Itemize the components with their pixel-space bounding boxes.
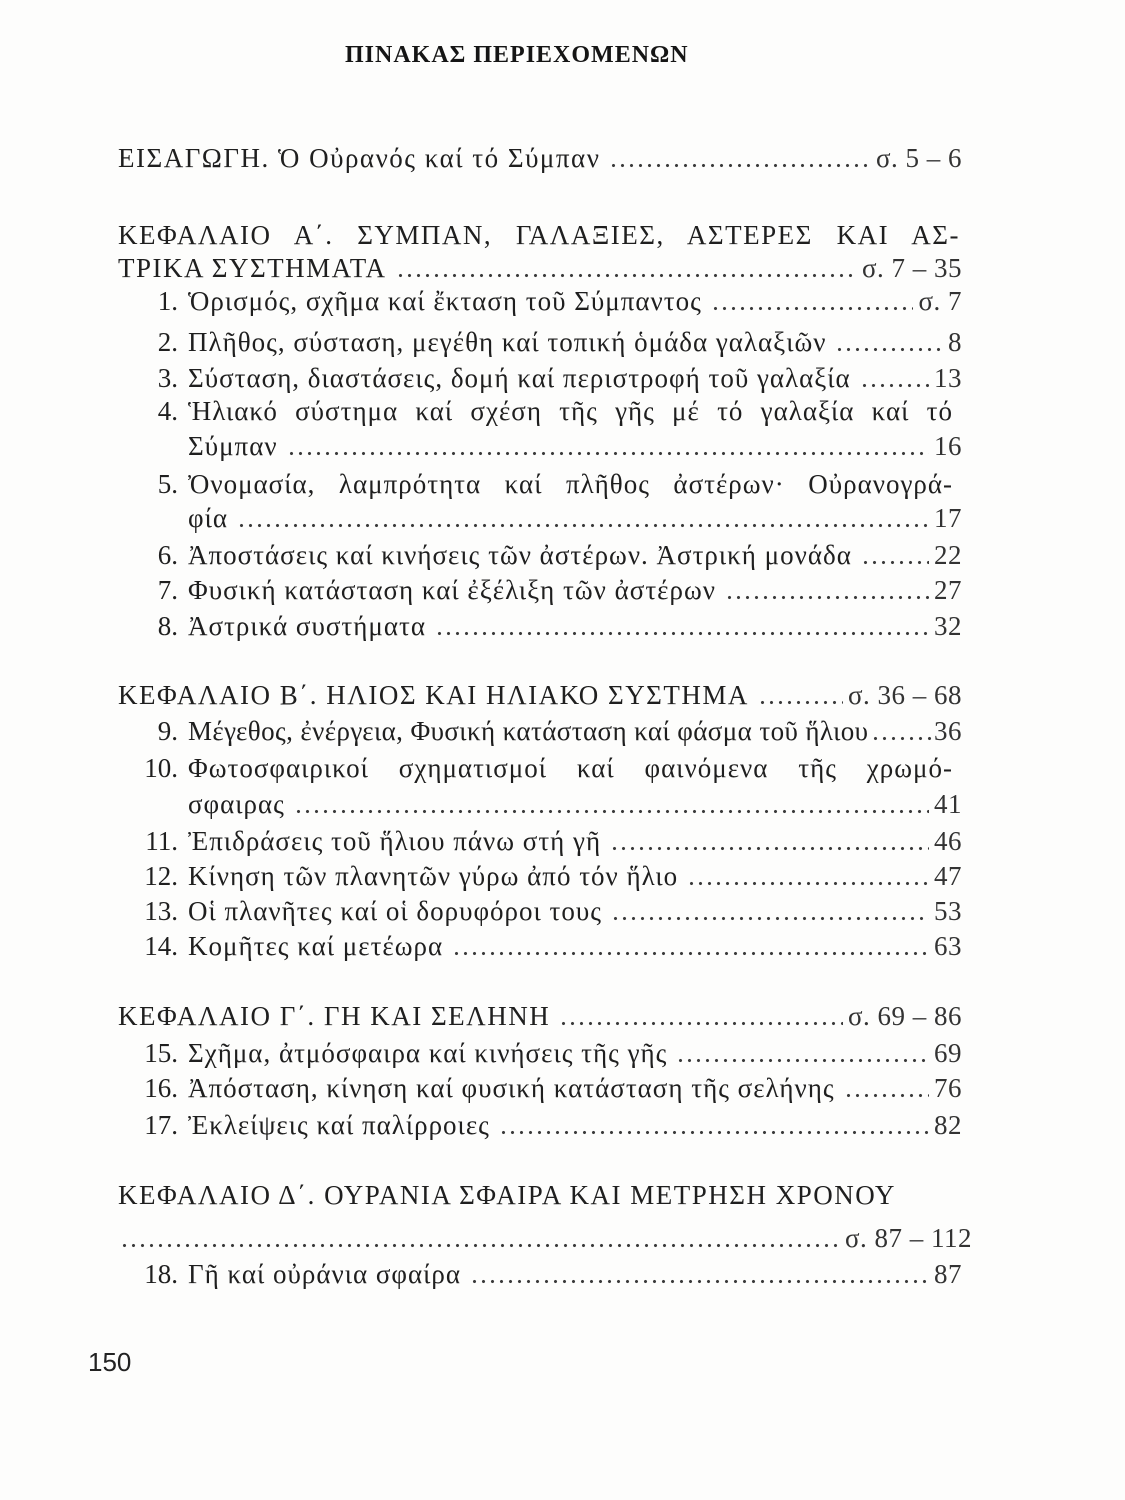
dot-leader [235,501,929,535]
toc-section-entry [118,1108,962,1142]
section-number: 18. [144,1259,178,1289]
section-page: 32 [934,611,962,641]
section-page: 46 [934,826,962,856]
section-title: Ἐκλείψεις καί παλίρροιες [188,1110,490,1140]
section-title: Πλῆθος, σύσταση, μεγέθη καί τοπική ὁμάδα γαλαξιῶν [188,327,827,357]
toc-section-entry [118,325,962,359]
chapter-title: ΚΕΦΑΛΑΙΟ Γ΄. ΓΗ ΚΑΙ ΣΕΛΗΝΗ [118,1001,551,1031]
toc-section-entry [118,361,962,395]
dot-leader [607,141,871,175]
section-page: σ. 7 [918,286,962,316]
section-number: 13. [144,896,178,926]
section-number: 11. [145,826,178,856]
section-page: 36 [934,716,962,746]
section-page: 47 [934,861,962,891]
dot-leader [609,894,929,928]
section-title: Ὁρισμός, σχῆμα καί ἔκταση τοῦ Σύμπαντος [188,286,702,316]
page-title: ΠΙΝΑΚΑΣ ΠΕΡΙΕΧΟΜΕΝΩΝ [345,42,689,68]
section-number: 12. [144,861,178,891]
intro-title: ΕΙΣΑΓΩΓΗ. Ὁ Οὐρανός καί τό Σύμπαν [118,143,601,173]
section-number: 1. [157,286,178,316]
chapter-heading [118,999,962,1033]
section-title: Μέγεθος, ἐνέργεια, Φυσική κατάσταση καί φάσμα τοῦ ἥλιου [188,716,869,746]
toc-section-entry-continued [118,787,962,821]
section-page: 16 [934,431,962,461]
section-title: Φωτοσφαιρικοί σχηματισμοί καί φαινόμενα τῆς χρωμό- [188,753,953,783]
dot-leader [608,824,929,858]
chapter-pages: σ. 7 – 35 [861,253,962,283]
chapter-pages: σ. 36 – 68 [847,680,962,710]
section-number: 7. [157,575,178,605]
section-number: 4. [157,396,178,426]
section-page: 69 [934,1038,962,1068]
dot-leader [292,787,929,821]
section-title: Κομῆτες καί μετέωρα [188,931,444,961]
section-title: Σύσταση, διαστάσεις, δομή καί περιστροφή τοῦ γαλαξία [188,363,851,393]
dot-leader [674,1036,929,1070]
dot-leader [858,361,929,395]
section-page: 13 [934,363,962,393]
toc-section-entry [118,824,962,858]
section-page: 82 [934,1110,962,1140]
section-number: 17. [144,1110,178,1140]
toc-section-entry [118,1071,962,1105]
toc-section-entry-continued [118,501,962,535]
section-title: Ἀστρικά συστήματα [188,611,426,641]
dot-leader [842,1071,929,1105]
chapter-heading: ΚΕΦΑΛΑΙΟ Α΄. ΣΥΜΠΑΝ, ΓΑΛΑΞΙΕΣ, ΑΣΤΕΡΕΣ ΚΑΙ ΑΣ- [118,220,960,250]
toc-section-entry [118,894,962,928]
toc-section-entry [118,929,962,963]
section-number: 2. [157,327,178,357]
section-title: Ἡλιακό σύστημα καί σχέση τῆς γῆς μέ τό γαλαξία καί τό [188,396,953,426]
chapter-title: ΤΡΙΚΑ ΣΥΣΤΗΜΑΤΑ [118,253,387,283]
section-number: 9. [157,716,178,746]
chapter-pages: σ. 69 – 86 [847,1001,962,1031]
dot-leader [468,1257,929,1291]
dot-leader [869,714,932,748]
section-title: Ὀνομασία, λαμπρότητα καί πλῆθος ἀστέρων· Οὐρανογρά- [188,469,953,499]
toc-section-entry [118,714,962,748]
section-page: 8 [948,327,962,357]
section-title: Κίνηση τῶν πλανητῶν γύρω ἀπό τόν ἥλιο [188,861,679,891]
section-number: 8. [157,611,178,641]
chapter-heading [118,1178,962,1212]
toc-intro-entry [118,141,962,175]
section-number: 16. [144,1073,178,1103]
section-title: Ἀποστάσεις καί κινήσεις τῶν ἀστέρων. Ἀστρική μονάδα [188,540,852,570]
dot-leader [433,609,929,643]
section-number: 3. [157,363,178,393]
chapter-heading-continued [118,251,962,285]
toc-section-entry [118,609,962,643]
dot-leader [285,429,929,463]
toc-section-entry [118,1036,962,1070]
section-page: 17 [934,503,962,533]
section-page: 76 [934,1073,962,1103]
dot-leader [450,929,929,963]
section-page: 87 [934,1259,962,1289]
chapter-title: ΚΕΦΑΛΑΙΟ Δ΄. ΟΥΡΑΝΙΑ ΣΦΑΙΡΑ ΚΑΙ ΜΕΤΡΗΣΗ ΧΡΟΝΟΥ [118,1180,896,1210]
dot-leader [709,284,914,318]
dot-leader [118,1221,840,1255]
dot-leader [833,325,943,359]
toc-section-entry [118,538,962,572]
dot-leader [394,251,857,285]
section-number: 10. [144,753,178,783]
section-page: 63 [934,931,962,961]
dot-leader [557,999,843,1033]
dot-leader [685,859,929,893]
page-number: 150 [88,1347,132,1377]
section-title-continued: φία [188,503,228,533]
section-title: Ἀπόσταση, κίνηση καί φυσική κατάσταση τῆς σελήνης [188,1073,835,1103]
toc-section-entry-continued [118,429,962,463]
chapter-heading-continued [118,1221,972,1255]
toc-section-entry [118,284,962,318]
section-title: Γῆ καί οὐράνια σφαίρα [188,1259,462,1289]
section-page: 41 [934,789,962,819]
dot-leader [723,573,929,607]
intro-pages: σ. 5 – 6 [875,143,962,173]
section-number: 6. [157,540,178,570]
section-title-continued: Σύμπαν [188,431,278,461]
chapter-title: ΚΕΦΑΛΑΙΟ Β΄. ΗΛΙΟΣ ΚΑΙ ΗΛΙΑΚΟ ΣΥΣΤΗΜΑ [118,680,749,710]
section-number: 14. [144,931,178,961]
section-page: 22 [934,540,962,570]
section-title: Σχῆμα, ἀτμόσφαιρα καί κινήσεις τῆς γῆς [188,1038,668,1068]
section-title-continued: σφαιρας [188,789,285,819]
toc-section-entry [118,859,962,893]
chapter-heading [118,678,962,712]
section-title: Φυσική κατάσταση καί ἐξέλιξη τῶν ἀστέρων [188,575,716,605]
dot-leader [756,678,843,712]
toc-section-entry [118,573,962,607]
dot-leader [497,1108,929,1142]
section-number: 15. [144,1038,178,1068]
section-title: Ἐπιδράσεις τοῦ ἥλιου πάνω στή γῆ [188,826,602,856]
chapter-pages: σ. 87 – 112 [844,1223,972,1253]
toc-section-entry [118,1257,962,1291]
dot-leader [859,538,929,572]
section-title: Οἱ πλανῆτες καί οἱ δορυφόροι τους [188,896,602,926]
section-number: 5. [157,469,178,499]
section-page: 53 [934,896,962,926]
section-page: 27 [934,575,962,605]
